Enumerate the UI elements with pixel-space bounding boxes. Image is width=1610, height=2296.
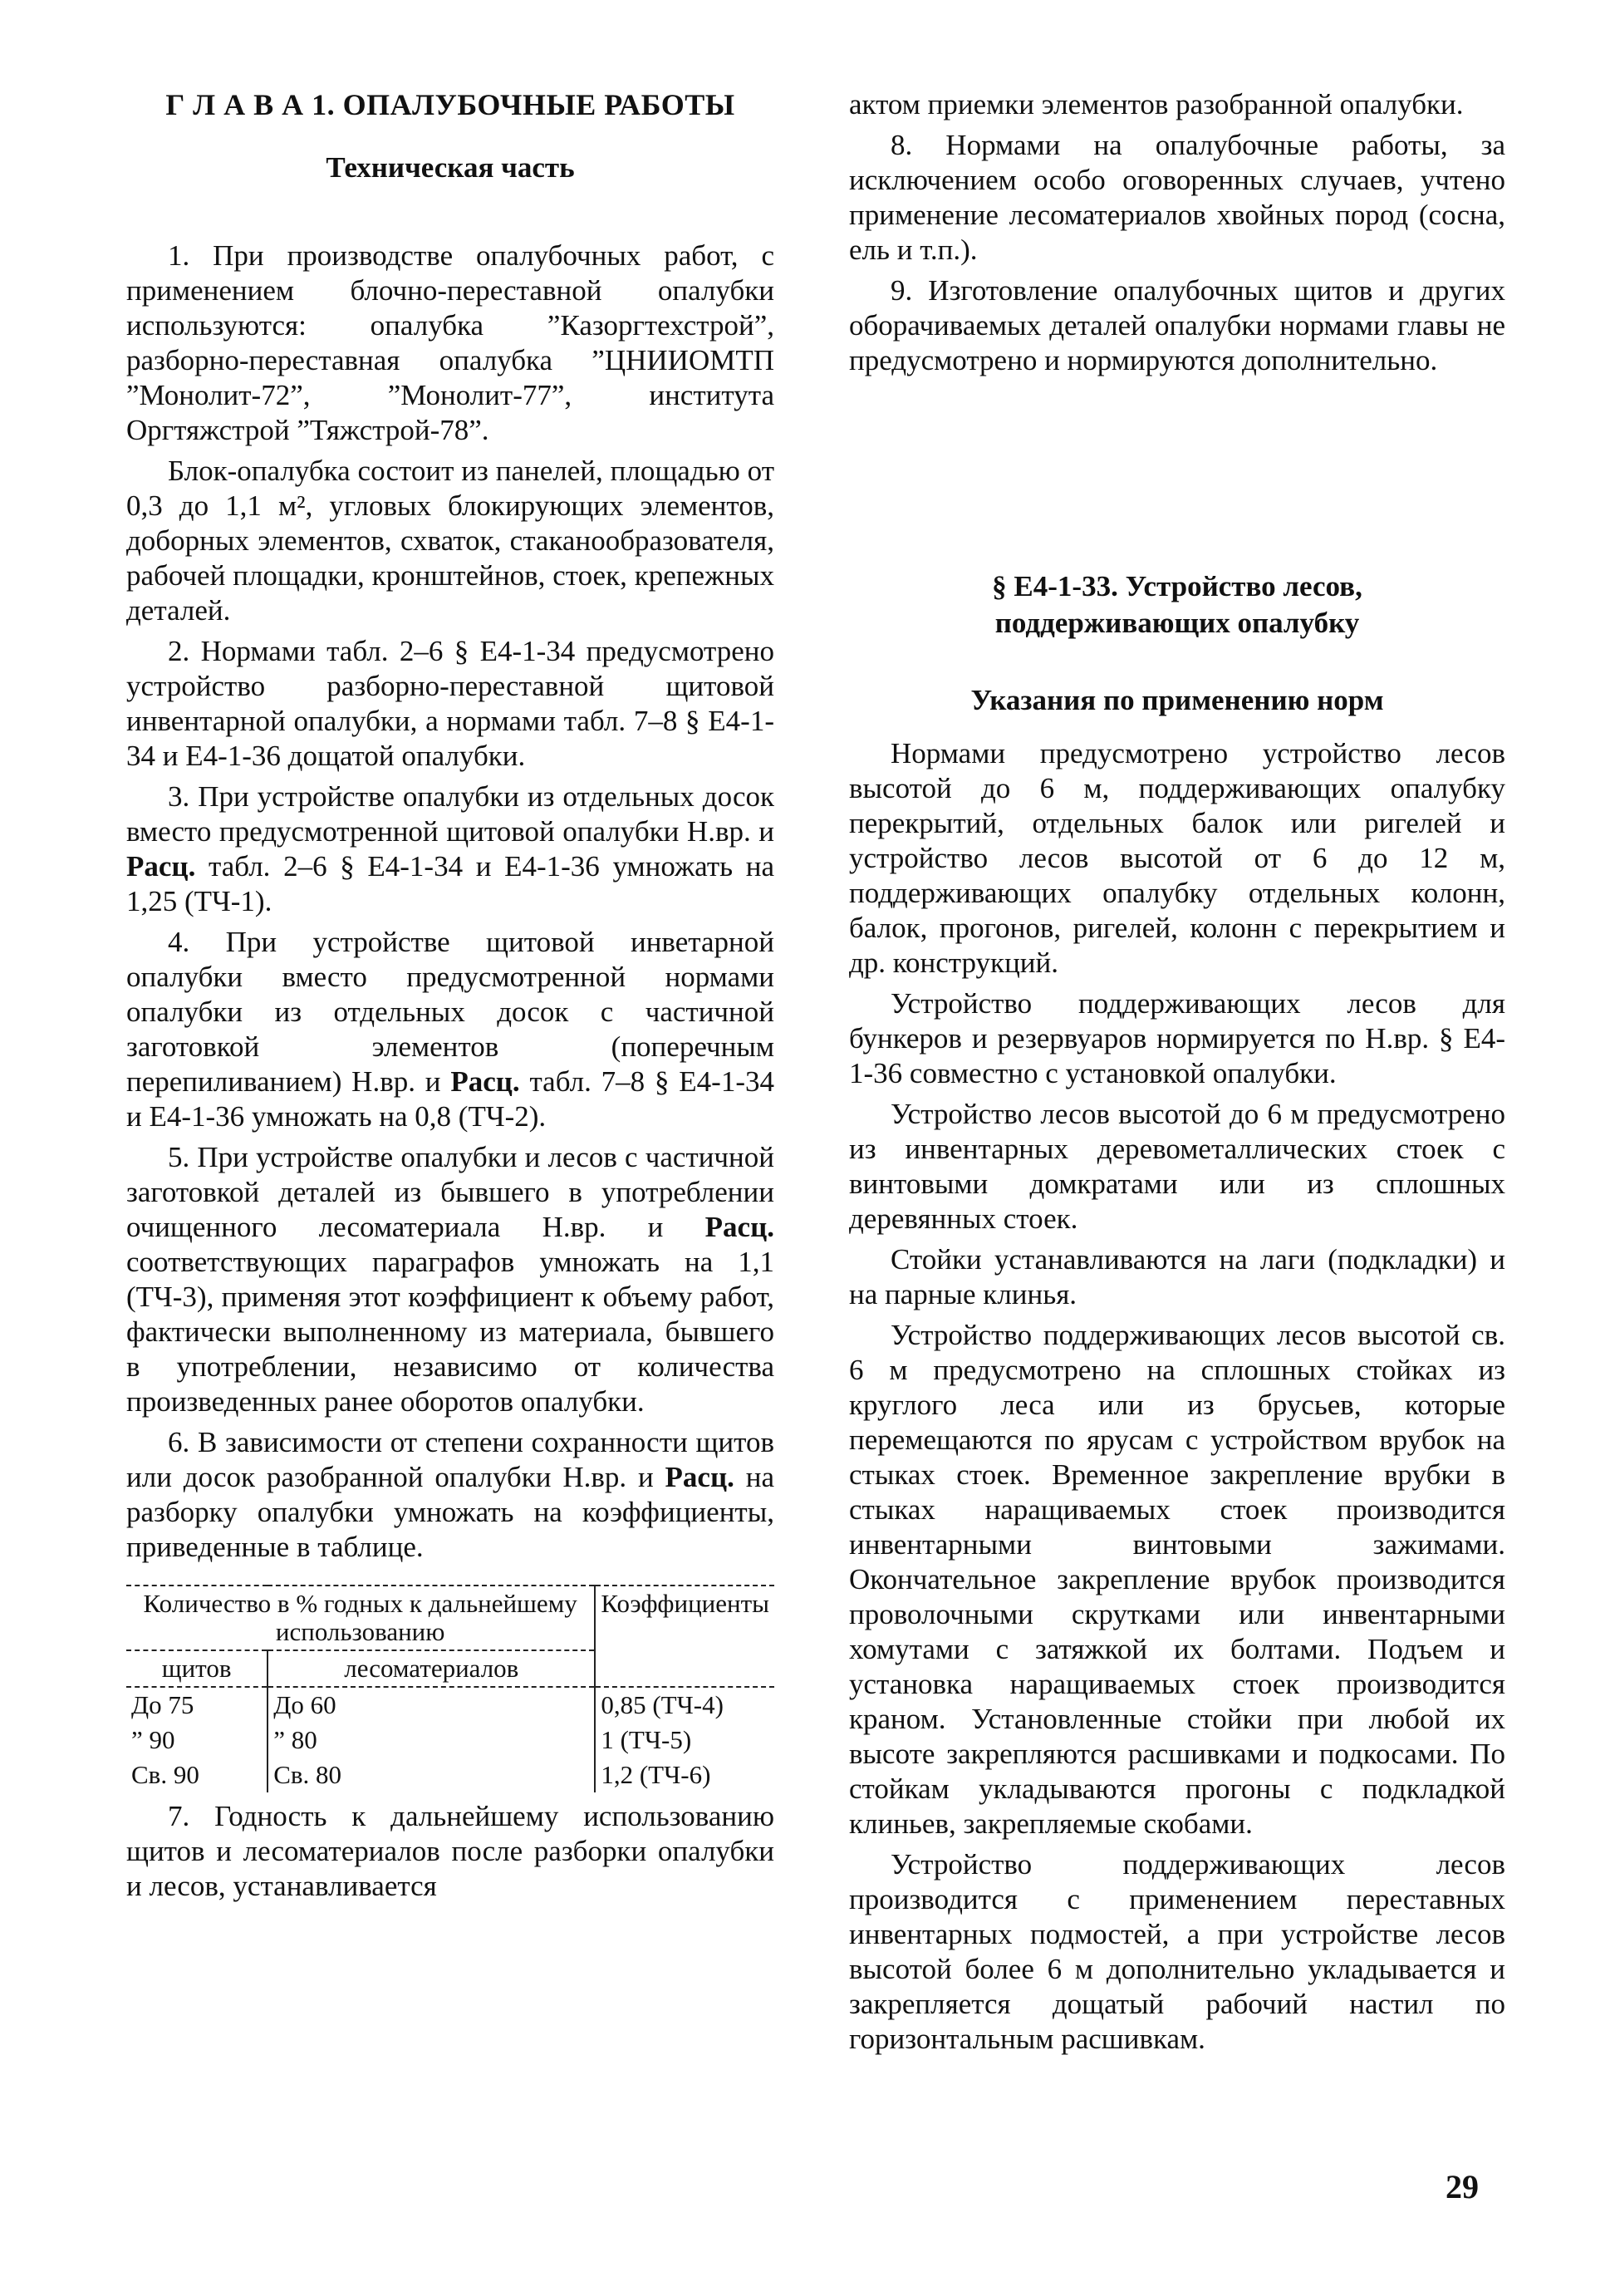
paragraph-6-text-a: 6. В зависимости от степени сохранности щитов или досок разобранной опалубки Н.вр. и <box>126 1426 774 1493</box>
chapter-title: Г Л А В А 1. ОПАЛУБОЧНЫЕ РАБОТЫ <box>165 88 735 121</box>
table-cell-coef: 0,85 (ТЧ-4) <box>601 1690 724 1719</box>
paragraph-4-text-a: 4. При устройстве щитовой инветарной опалубки вместо предусмотренной нормами опалубки из отдельных досок с частичной заготовкой элементов (поперечным перепиливанием) Н.вр. и <box>126 926 774 1098</box>
table-cell-timber: Св. 80 <box>268 1758 595 1792</box>
section-heading-line-1: § Е4-1-33. Устройство лесов, <box>992 570 1362 602</box>
right-paragraph-3: Устройство лесов высотой до 6 м предусмотрено из инвентарных деревометаллических стоек с винтовыми домкратами или из сплошных деревянных стоек. <box>849 1098 1505 1235</box>
paragraph-5 <box>126 1140 774 1419</box>
table-cell-timber: ” 80 <box>268 1723 595 1758</box>
paragraph-4-text-b: табл. 7–8 § Е4-1-34 и Е4-1-36 умножать на 0,8 (ТЧ-2). <box>126 1065 774 1133</box>
right-column <box>849 87 1505 2062</box>
table-header-row <box>126 1586 774 1650</box>
right-paragraph-5: Устройство поддерживающих лесов высотой св. 6 м предусмотрено на сплошных стойках из круглого леса или из брусьев, которые перемещаются по ярусам с устройством врубок на стыках стоек. Временное закрепление врубки в стыках наращиваемых стоек производится инвентарными винтовыми зажимами. Окончательное закрепление врубок производится проволочными скрутками или инвентарными хомутами с затяжкой их болтами. Подъем и установка наращиваемых стоек производится краном. Установленные стойки при любой их высоте закрепляются расшивками и подкосами. По стойкам укладываются прогоны с подкладкой клиньев, закрепляемые скобами. <box>849 1319 1505 1840</box>
right-paragraph-6: Устройство поддерживающих лесов производится с применением переставных инвентарных подмостей, а при устройстве лесов высотой более 6 м дополнительно укладывается и закрепляется дощатый рабочий настил по горизонтальным расшивкам. <box>849 1848 1505 2055</box>
table-cell-coef: 1,2 (ТЧ-6) <box>601 1760 711 1789</box>
section-subtitle: Техническая часть <box>326 151 575 184</box>
table-cell-shields: Св. 90 <box>126 1758 268 1792</box>
paragraph-9: 9. Изготовление опалубочных щитов и других оборачиваемых деталей опалубки нормами главы не предусмотрено и нормируются дополнительно. <box>849 274 1505 376</box>
table-cell-timber: До 60 <box>268 1687 595 1723</box>
paragraph-7-continued: актом приемки элементов разобранной опалубки. <box>849 88 1464 120</box>
right-paragraph-4: Стойки устанавливаются на лаги (подкладки) и на парные клинья. <box>849 1243 1505 1310</box>
paragraph-8: 8. Нормами на опалубочные работы, за исключением особо оговоренных случаев, учтено применение лесоматериалов хвойных пород (сосна, ель и т.п.). <box>849 129 1505 266</box>
table-header-timber: лесоматериалов <box>268 1650 595 1687</box>
table-row <box>126 1687 774 1723</box>
paragraph-7: 7. Годность к дальнейшему использованию щитов и лесоматериалов после разборки опалубки и лесов, устанавливается <box>126 1800 774 1902</box>
table-header-group: Количество в % годных к дальнейшему использованию <box>126 1586 595 1650</box>
paragraph-4 <box>126 925 774 1134</box>
right-paragraph-1: Нормами предусмотрено устройство лесов высотой до 6 м, поддерживающих опалубку перекрытий, отдельных балок или ригелей и устройство лесов высотой от 6 до 12 м, поддерживающих опалубку отдельных колонн, балок, прогонов, ригелей, колонн с перекрытием и др. конструкций. <box>849 737 1505 979</box>
table-header-coef: Коэффициенты <box>595 1586 774 1687</box>
paragraph-5-text-b: соответствующих параграфов умножать на 1,1 (ТЧ-3), применяя этот коэффициент к объему работ, фактически выполненному из материала, бывшего в употреблении, независимо от количества произведенных ранее оборотов опалубки. <box>126 1246 774 1418</box>
section-heading <box>849 568 1505 642</box>
rasts-label: Расц. <box>450 1065 520 1098</box>
paragraph-5-text-a: 5. При устройстве опалубки и лесов с частичной заготовкой деталей из бывшего в употреблении очищенного лесоматериала Н.вр. и <box>126 1141 774 1243</box>
table-header-shields: щитов <box>126 1650 268 1687</box>
rasts-label: Расц. <box>126 850 196 883</box>
table-row <box>126 1758 774 1792</box>
paragraph-3-text-b: табл. 2–6 § Е4-1-34 и Е4-1-36 умножать на 1,25 (ТЧ-1). <box>126 850 774 917</box>
rasts-label: Расц. <box>704 1211 774 1243</box>
paragraph-6 <box>126 1425 774 1565</box>
page-number: 29 <box>1446 2168 1479 2205</box>
paragraph-3 <box>126 779 774 919</box>
table-row <box>126 1723 774 1758</box>
left-column <box>126 87 774 1910</box>
paragraph-2: 2. Нормами табл. 2–6 § Е4-1-34 предусмотрено устройство разборно-переставной щитовой инвентарной опалубки, а нормами табл. 7–8 § Е4-1-34 и Е4-1-36 дощатой опалубки. <box>126 635 774 772</box>
paragraph-3-text-a: 3. При устройстве опалубки из отдельных досок вместо предусмотренной щитовой опалубки Н.вр. и <box>126 780 774 848</box>
paragraph-1: 1. При производстве опалубочных работ, с применением блочно-переставной опалубки используются: опалубка ”Казоргтехстрой”, разборно-переставная опалубка ”ЦНИИОМТП ”Монолит-72”, ”Монолит-77”, института Оргтяжстрой ”Тяжстрой-78”. <box>126 239 774 446</box>
right-paragraph-2: Устройство поддерживающих лесов для бункеров и резервуаров нормируется по Н.вр. § Е4-1-36 совместно с установкой опалубки. <box>849 987 1505 1089</box>
table-cell-shields: До 75 <box>126 1687 268 1723</box>
section-heading-line-2: поддерживающих опалубку <box>994 607 1360 639</box>
paragraph-6-text-b: на разборку опалубки умножать на коэффициенты, приведенные в таблице. <box>126 1461 774 1563</box>
subsection-heading: Указания по применению норм <box>970 684 1384 716</box>
spacer <box>849 384 1505 568</box>
table-cell-coef: 1 (ТЧ-5) <box>601 1725 692 1754</box>
paragraph-1b: Блок-опалубка состоит из панелей, площадью от 0,3 до 1,1 м², угловых блокирующих элементов, доборных элементов, схваток, стаканообразователя, рабочей площадки, кронштейнов, стоек, крепежных деталей. <box>126 455 774 627</box>
coefficient-table <box>126 1585 774 1792</box>
table-cell-shields: ” 90 <box>126 1723 268 1758</box>
rasts-label: Расц. <box>665 1461 734 1493</box>
